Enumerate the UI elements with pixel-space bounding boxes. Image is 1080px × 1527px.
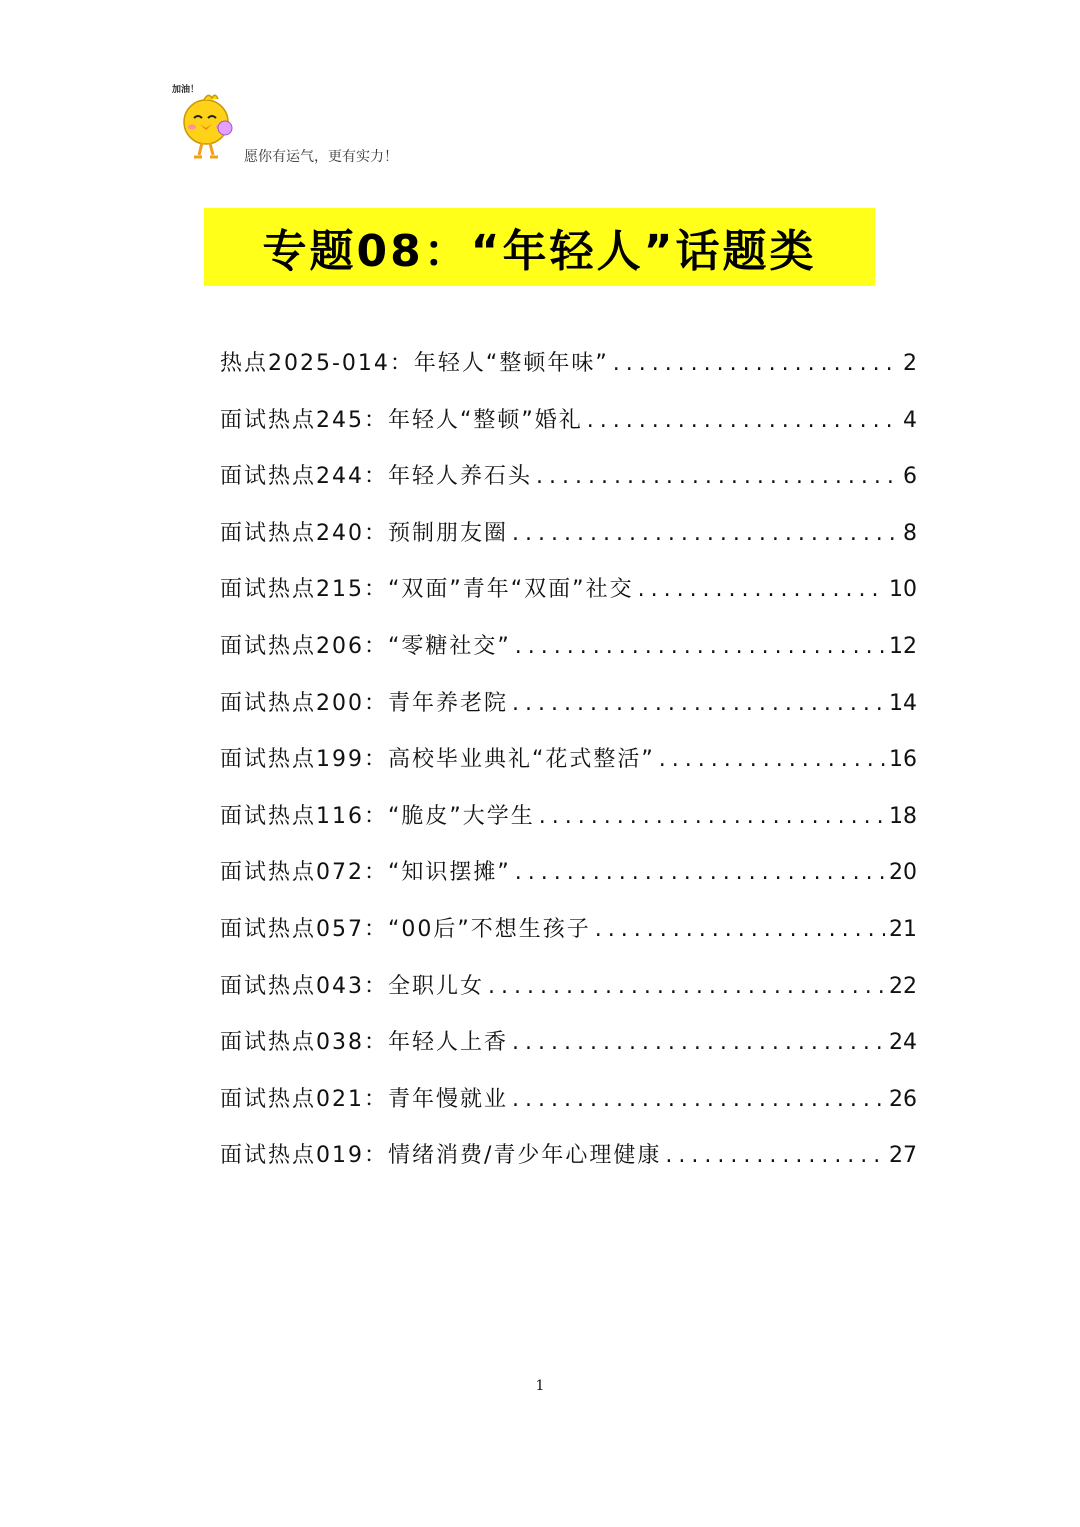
toc-item[interactable] xyxy=(220,623,917,680)
toc-item[interactable] xyxy=(220,963,917,1020)
toc-page-number: 14 xyxy=(889,690,917,716)
toc-dot-leader xyxy=(659,736,885,784)
toc-dot-leader xyxy=(638,566,885,614)
toc-page-number: 22 xyxy=(889,973,917,999)
toc-item[interactable] xyxy=(220,906,917,963)
toc-dot-leader xyxy=(515,849,885,897)
toc-item[interactable] xyxy=(220,1019,917,1076)
toc-item[interactable] xyxy=(220,793,917,850)
toc-page-number: 6 xyxy=(903,464,917,490)
toc-entry-title: 面试热点200：青年养老院 xyxy=(220,690,508,716)
toc-page-number: 18 xyxy=(889,803,917,829)
toc-entry-title: 面试热点240：预制朋友圈 xyxy=(220,520,508,546)
toc-page-number: 21 xyxy=(889,916,917,942)
table-of-contents xyxy=(220,340,917,1189)
footer-page-number: 1 xyxy=(535,1378,545,1394)
toc-page-number: 26 xyxy=(889,1086,917,1112)
toc-dot-leader xyxy=(512,680,885,728)
toc-dot-leader xyxy=(536,453,899,501)
toc-dot-leader xyxy=(512,510,899,558)
toc-dot-leader xyxy=(488,963,885,1011)
toc-item[interactable] xyxy=(220,397,917,454)
toc-item[interactable] xyxy=(220,849,917,906)
header-motto: 愿你有运气，更有实力！ xyxy=(244,149,398,165)
toc-page-number: 24 xyxy=(889,1030,917,1056)
toc-entry-title: 面试热点244：年轻人养石头 xyxy=(220,464,532,490)
toc-entry-title: 面试热点215：“双面”青年“双面”社交 xyxy=(220,577,634,603)
toc-item[interactable] xyxy=(220,340,917,397)
toc-page-number: 27 xyxy=(889,1143,917,1169)
toc-item[interactable] xyxy=(220,566,917,623)
page-title: 专题08：“年轻人”话题类 xyxy=(262,226,817,277)
toc-entry-title: 面试热点043：全职儿女 xyxy=(220,973,484,999)
toc-dot-leader xyxy=(595,906,885,954)
toc-entry-title: 面试热点072：“知识摆摊” xyxy=(220,860,511,886)
toc-item[interactable] xyxy=(220,1076,917,1133)
toc-page-number: 8 xyxy=(903,520,917,546)
toc-page-number: 10 xyxy=(889,577,917,603)
toc-entry-title: 面试热点206：“零糖社交” xyxy=(220,633,511,659)
toc-page-number: 12 xyxy=(889,633,917,659)
page-header xyxy=(170,80,470,170)
toc-entry-title: 面试热点019：情绪消费/青少年心理健康 xyxy=(220,1143,662,1169)
toc-dot-leader xyxy=(515,623,885,671)
toc-item[interactable] xyxy=(220,1132,917,1189)
toc-item[interactable] xyxy=(220,680,917,737)
toc-entry-title: 面试热点245：年轻人“整顿”婚礼 xyxy=(220,407,583,433)
toc-dot-leader xyxy=(512,1019,885,1067)
toc-item[interactable] xyxy=(220,453,917,510)
toc-entry-title: 面试热点057：“00后”不想生孩子 xyxy=(220,916,591,942)
toc-entry-title: 面试热点199：高校毕业典礼“花式整活” xyxy=(220,747,655,773)
mascot-caption: 加油！ xyxy=(172,85,200,95)
toc-entry-title: 面试热点021：青年慢就业 xyxy=(220,1086,508,1112)
title-banner xyxy=(204,208,875,286)
toc-page-number: 2 xyxy=(903,351,917,376)
toc-dot-leader xyxy=(613,340,899,388)
toc-dot-leader xyxy=(665,1132,885,1180)
toc-dot-leader xyxy=(539,793,885,841)
toc-entry-title: 面试热点038：年轻人上香 xyxy=(220,1030,508,1056)
toc-page-number: 20 xyxy=(889,860,917,886)
toc-item[interactable] xyxy=(220,736,917,793)
toc-entry-title: 面试热点116：“脆皮”大学生 xyxy=(220,803,535,829)
toc-page-number: 16 xyxy=(889,747,917,773)
toc-item[interactable] xyxy=(220,510,917,567)
toc-page-number: 4 xyxy=(903,407,917,433)
toc-dot-leader xyxy=(512,1076,885,1124)
toc-entry-title: 热点2025-014：年轻人“整顿年味” xyxy=(220,351,609,376)
toc-dot-leader xyxy=(587,397,899,445)
